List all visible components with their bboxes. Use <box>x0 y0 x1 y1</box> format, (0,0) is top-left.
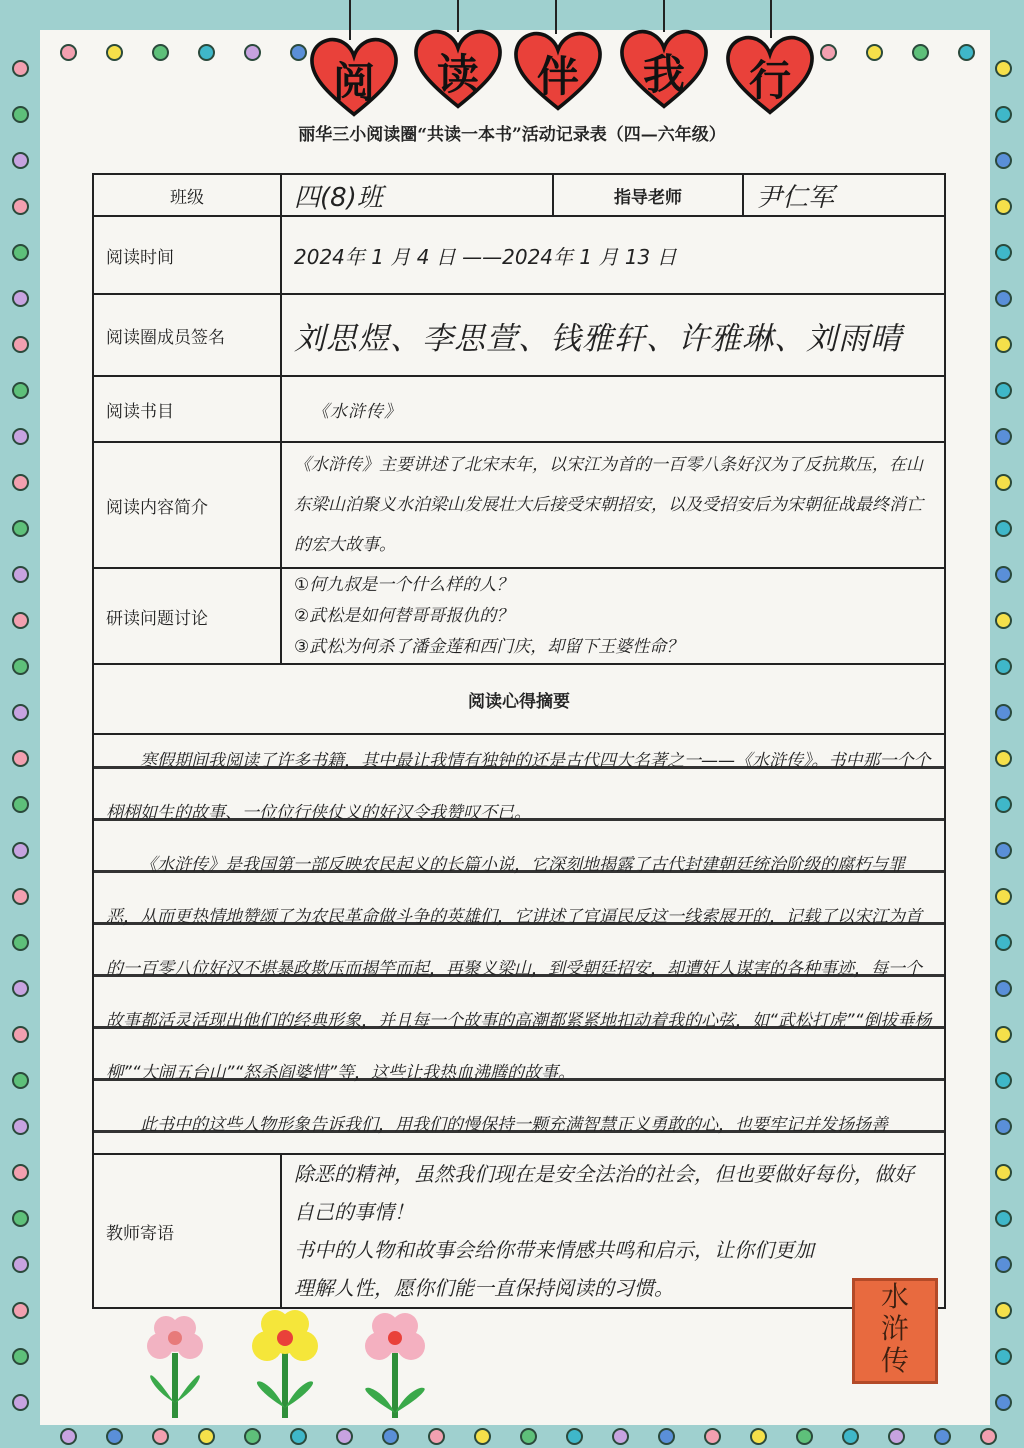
border-dot <box>12 60 29 77</box>
time-label: 阅读时间 <box>93 216 281 294</box>
border-dot <box>995 1348 1012 1365</box>
border-dot <box>995 198 1012 215</box>
heart-string <box>770 0 772 38</box>
border-dot <box>152 44 169 61</box>
reflection-heading: 阅读心得摘要 <box>93 664 945 734</box>
border-dot <box>382 1428 399 1445</box>
teacher-value: 尹仁军 <box>743 174 945 216</box>
border-dot <box>12 704 29 721</box>
reflection-paragraph: 《水浒传》是我国第一部反映农民起义的长篇小说，它深刻地揭露了古代封建朝廷统治阶级的腐朽与罪恶，从而更热情地赞颂了为农民革命做斗争的英雄们，它讲述了官逼民反这一线索展开的，记载了以宋江为首的一百零八位好汉不堪暴政欺压而揭竿而起，再聚义梁山，到受朝廷招安，却遭奸人谋害的各种事迹，每一个故事都活灵活现出他们的经典形象，并且每一个故事的高潮都紧紧地扣动着我的心弦，如“武松打虎”“倒拔垂杨柳”“大闹五台山”“怒杀阎婆惜”等，这些让我热血沸腾的故事。 <box>106 855 932 1083</box>
reflection-text <box>93 734 945 1154</box>
stamp-char: 浒 <box>880 1312 909 1345</box>
border-dot <box>12 1394 29 1411</box>
heart-badge <box>618 28 710 110</box>
border-dot <box>995 290 1012 307</box>
border-dot <box>12 842 29 859</box>
border-dot <box>12 566 29 583</box>
border-dot <box>796 1428 813 1445</box>
border-dot <box>12 1026 29 1043</box>
question-item: ③武松为何杀了潘金莲和西门庆，却留下王婆性命？ <box>294 636 684 657</box>
teacher-comment-label: 教师寄语 <box>93 1154 281 1308</box>
border-dot <box>820 44 837 61</box>
border-dot <box>12 244 29 261</box>
border-dot <box>198 44 215 61</box>
border-dot <box>12 658 29 675</box>
title-char: 阅 <box>332 58 375 107</box>
border-dot <box>995 1118 1012 1135</box>
border-dot <box>12 612 29 629</box>
border-dot <box>12 1072 29 1089</box>
border-dot <box>612 1428 629 1445</box>
row-questions <box>93 568 945 664</box>
border-dot <box>12 428 29 445</box>
border-dot <box>995 1302 1012 1319</box>
border-dot <box>106 44 123 61</box>
border-dot <box>995 934 1012 951</box>
border-dot <box>995 1394 1012 1411</box>
border-dot <box>704 1428 721 1445</box>
reflection-paragraph: 此书中的这些人物形象告诉我们，用我们的慢保持一颗充满智慧正义勇敢的心，也要牢记并发扬扬善 <box>140 1115 888 1135</box>
border-dot <box>12 382 29 399</box>
border-dot <box>842 1428 859 1445</box>
border-dot <box>995 336 1012 353</box>
border-dot <box>995 1210 1012 1227</box>
border-dot <box>995 704 1012 721</box>
row-reflection <box>93 734 945 1154</box>
border-dot <box>995 428 1012 445</box>
border-dot <box>995 842 1012 859</box>
title-char: 我 <box>642 50 685 99</box>
border-dot <box>60 44 77 61</box>
summary-value: 《水浒传》主要讲述了北宋末年，以宋江为首的一百零八条好汉为了反抗欺压，在山东梁山泊聚义水泊梁山发展壮大后接受宋朝招安，以及受招安后为宋朝征战最终消亡的宏大故事。 <box>281 442 945 568</box>
flower-pink-right <box>365 1313 425 1418</box>
border-dot <box>474 1428 491 1445</box>
border-dot <box>12 1118 29 1135</box>
comment-line: 除恶的精神，虽然我们现在是安全法治的社会，但也要做好每份，做好自己的事情！ <box>294 1162 914 1224</box>
border-dot <box>12 474 29 491</box>
stamp-char: 水 <box>880 1280 909 1313</box>
border-dot <box>995 980 1012 997</box>
border-dot <box>12 1256 29 1273</box>
teacher-label: 指导老师 <box>553 174 743 216</box>
border-dot <box>12 980 29 997</box>
reading-record-table <box>92 173 946 1309</box>
teacher-comment <box>281 1154 945 1308</box>
title-char: 行 <box>748 56 791 105</box>
flower-drawing <box>130 1308 450 1428</box>
border-dot <box>12 1348 29 1365</box>
form-subtitle: 丽华三小阅读圈“共读一本书”活动记录表（四—六年级） <box>298 125 726 145</box>
border-dot <box>995 796 1012 813</box>
heart-string <box>555 0 557 34</box>
questions-list <box>281 568 945 664</box>
border-dot <box>912 44 929 61</box>
heart-badge <box>724 34 816 116</box>
border-dot <box>428 1428 445 1445</box>
questions-label: 研读问题讨论 <box>93 568 281 664</box>
border-dot <box>995 1072 1012 1089</box>
question-item: ①何九叔是一个什么样的人？ <box>294 574 514 595</box>
heart-badge <box>308 36 400 118</box>
border-dot <box>995 244 1012 261</box>
border-dot <box>152 1428 169 1445</box>
border-dot <box>12 290 29 307</box>
border-dot <box>658 1428 675 1445</box>
border-dot <box>12 152 29 169</box>
border-dot <box>12 934 29 951</box>
reflection-paragraph: 寒假期间我阅读了许多书籍，其中最让我情有独钟的还是古代四大名著之一——《水浒传》。书中那一个个栩栩如生的故事、一位位行侠仗义的好汉令我赞叹不已。 <box>106 751 931 823</box>
border-dot <box>934 1428 951 1445</box>
border-dot <box>198 1428 215 1445</box>
row-members <box>93 294 945 376</box>
border-dot <box>12 750 29 767</box>
border-dot <box>290 1428 307 1445</box>
border-dot <box>995 60 1012 77</box>
border-dot <box>290 44 307 61</box>
row-teacher-comment <box>93 1154 945 1308</box>
row-book <box>93 376 945 442</box>
border-dot <box>995 382 1012 399</box>
border-dot <box>866 44 883 61</box>
border-dot <box>12 1210 29 1227</box>
flower-pink-left <box>147 1316 203 1418</box>
border-dot <box>12 336 29 353</box>
border-dot <box>995 1256 1012 1273</box>
row-class <box>93 174 945 216</box>
heart-badge <box>512 30 604 112</box>
border-dot <box>12 888 29 905</box>
border-dot <box>12 198 29 215</box>
row-summary <box>93 442 945 568</box>
border-dot <box>995 566 1012 583</box>
border-dot <box>750 1428 767 1445</box>
border-dot <box>995 474 1012 491</box>
border-dot <box>520 1428 537 1445</box>
border-dot <box>244 1428 261 1445</box>
class-label: 班级 <box>93 174 281 216</box>
members-value: 刘思煜、李思萱、钱雅轩、许雅琳、刘雨晴 <box>281 294 945 376</box>
border-dot <box>995 888 1012 905</box>
title-char: 读 <box>436 50 479 99</box>
flower-yellow-middle <box>252 1310 318 1418</box>
row-reflection-heading <box>93 664 945 734</box>
book-value: 《水浒传》 <box>281 376 945 442</box>
comment-line: 书中的人物和故事会给你带来情感共鸣和启示，让你们更加 <box>294 1238 814 1262</box>
border-dot <box>995 750 1012 767</box>
border-dot <box>12 796 29 813</box>
border-dot <box>995 1026 1012 1043</box>
comment-line: 理解人性，愿你们能一直保持阅读的习惯。 <box>294 1276 674 1300</box>
border-dot <box>980 1428 997 1445</box>
time-value: 2024年 1 月 4 日 ——2024年 1 月 13 日 <box>281 216 945 294</box>
row-time <box>93 216 945 294</box>
members-label: 阅读圈成员签名 <box>93 294 281 376</box>
summary-label: 阅读内容简介 <box>93 442 281 568</box>
border-dot <box>995 152 1012 169</box>
border-dot <box>244 44 261 61</box>
question-item: ②武松是如何替哥哥报仇的？ <box>294 605 514 626</box>
border-dot <box>995 1164 1012 1181</box>
border-dot <box>60 1428 77 1445</box>
border-dot <box>12 520 29 537</box>
border-dot <box>995 658 1012 675</box>
heart-badge <box>412 28 504 110</box>
border-dot <box>958 44 975 61</box>
heart-string <box>349 0 351 40</box>
border-dot <box>336 1428 353 1445</box>
stamp-char: 传 <box>880 1344 909 1377</box>
border-dot <box>888 1428 905 1445</box>
class-value: 四(8)班 <box>281 174 553 216</box>
border-dot <box>995 520 1012 537</box>
border-dot <box>12 1164 29 1181</box>
book-label: 阅读书目 <box>93 376 281 442</box>
border-dot <box>106 1428 123 1445</box>
book-stamp <box>852 1278 938 1384</box>
title-char: 伴 <box>536 52 579 101</box>
border-dot <box>566 1428 583 1445</box>
border-dot <box>995 612 1012 629</box>
border-dot <box>12 1302 29 1319</box>
